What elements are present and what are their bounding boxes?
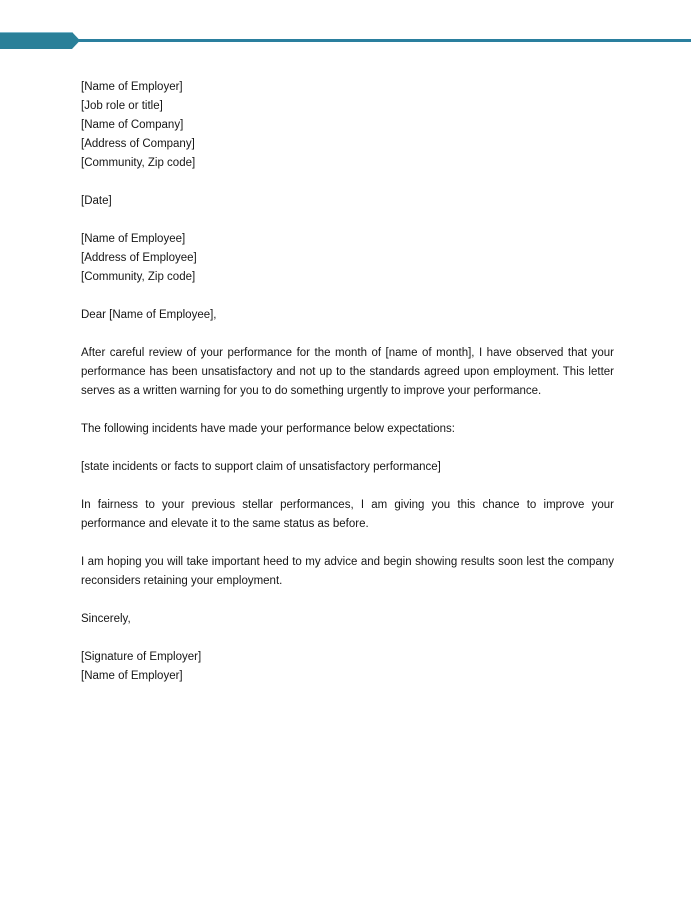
body-paragraph-2: The following incidents have made your performance below expectations: bbox=[81, 423, 455, 435]
spacer bbox=[81, 439, 614, 458]
body-paragraph-3-placeholder: [state incidents or facts to support claim of unsatisfactory performance] bbox=[81, 461, 441, 473]
spacer bbox=[81, 629, 614, 648]
recipient-line: [Address of Employee] bbox=[81, 252, 197, 264]
body-paragraph-1: After careful review of your performance for the month of [name of month], I have observed that your performance has been unsatisfactory and not up to the standards agreed upon employment. This letter serves as a written warning for you to do something urgently to improve your performance. bbox=[81, 347, 614, 397]
signature-block bbox=[81, 648, 614, 686]
letter-body bbox=[81, 78, 614, 686]
header-decorative-rule bbox=[0, 32, 695, 50]
recipient-address-block bbox=[81, 230, 614, 287]
spacer bbox=[81, 173, 614, 192]
header-accent-tab-icon bbox=[0, 32, 80, 49]
spacer bbox=[81, 211, 614, 230]
body-paragraph-4: In fairness to your previous stellar performances, I am giving you this chance to improve your performance and elevate it to the same status as before. bbox=[81, 499, 614, 530]
salutation: Dear [Name of Employee], bbox=[81, 309, 217, 321]
sender-line: [Name of Company] bbox=[81, 119, 184, 131]
spacer bbox=[81, 477, 614, 496]
spacer bbox=[81, 401, 614, 420]
sender-line: [Name of Employer] bbox=[81, 81, 183, 93]
sender-line: [Job role or title] bbox=[81, 100, 163, 112]
recipient-line: [Name of Employee] bbox=[81, 233, 186, 245]
signature-line: [Signature of Employer] bbox=[81, 651, 202, 663]
recipient-line: [Community, Zip code] bbox=[81, 271, 196, 283]
signature-name-line: [Name of Employer] bbox=[81, 670, 183, 682]
spacer bbox=[81, 287, 614, 306]
sender-line: [Community, Zip code] bbox=[81, 157, 196, 169]
body-paragraph-5: I am hoping you will take important heed to my advice and begin showing results soon lest the company reconsiders retaining your employment. bbox=[81, 556, 614, 587]
spacer bbox=[81, 591, 614, 610]
spacer bbox=[81, 325, 614, 344]
sender-address-block bbox=[81, 78, 614, 173]
header-thin-line bbox=[0, 39, 691, 42]
date-field: [Date] bbox=[81, 195, 112, 207]
spacer bbox=[81, 534, 614, 553]
sender-line: [Address of Company] bbox=[81, 138, 195, 150]
valediction: Sincerely, bbox=[81, 613, 131, 625]
